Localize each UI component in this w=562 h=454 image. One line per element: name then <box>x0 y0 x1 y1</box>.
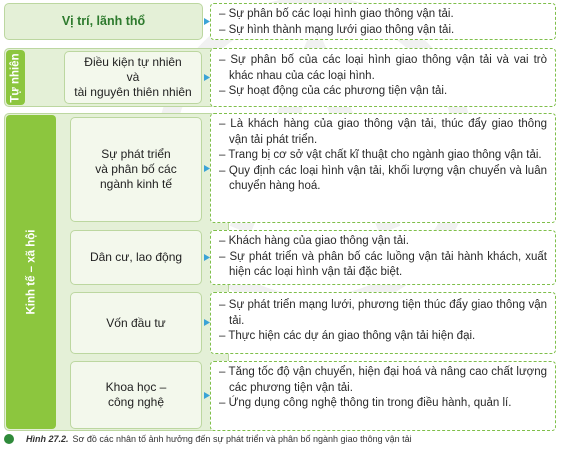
detail-line: – Sự phát triển và phân bố các luồng vận tải hành khách, xuất hiện các loại hình vận tải đặc biệt. <box>219 250 547 278</box>
socio-group-label: Kinh tế – xã hội <box>6 115 56 429</box>
detail-line: – Thực hiện các dự án giao thông vận tải hiện đại. <box>219 330 476 342</box>
natural-group-label: Tự nhiên <box>6 50 25 105</box>
arrow-right-icon <box>204 165 210 171</box>
caption-bullet-icon <box>4 434 14 444</box>
detail-line: – Sự phát triển mạng lưới, phương tiện thúc đẩy giao thông vận tải. <box>219 299 547 327</box>
investment-title: Vốn đầu tư <box>70 292 202 354</box>
population-details <box>210 230 556 285</box>
location-details <box>210 3 556 40</box>
detail-line: – Sự hoạt động của các phương tiện vận tải. <box>219 85 448 97</box>
detail-line: – Tăng tốc độ vận chuyển, hiện đại hoá và nâng cao chất lượng các phương tiện vận tải. <box>219 366 547 394</box>
figure-caption <box>4 434 560 444</box>
detail-line: – Quy định các loại hình vận tải, khối lượng vận chuyển và luân chuyển hàng hoá. <box>219 164 547 192</box>
detail-line: – Sự phân bố các loại hình giao thông vận tải. <box>219 8 454 20</box>
arrow-right-icon <box>204 18 210 24</box>
population-title: Dân cư, lao động <box>70 230 202 285</box>
technology-details <box>210 361 556 431</box>
detail-line: – Sự hình thành mạng lưới giao thông vận tải. <box>219 23 455 36</box>
detail-line: – Là khách hàng của giao thông vận tải, thúc đẩy giao thông vận tải phát triển. <box>219 118 547 146</box>
detail-line: – Trang bị cơ sở vật chất kĩ thuật cho ngành giao thông vận tải. <box>219 149 542 161</box>
economy-title: Sự phát triển và phân bố các ngành kinh tế <box>70 117 202 222</box>
technology-title: Khoa học – công nghệ <box>70 361 202 429</box>
natural-title: Điều kiện tự nhiên và tài nguyên thiên nhiên <box>64 51 202 104</box>
detail-line: – Khách hàng của giao thông vận tải. <box>219 235 409 247</box>
arrow-right-icon <box>204 392 210 398</box>
location-title: Vị trí, lãnh thổ <box>61 14 146 28</box>
natural-details <box>210 48 556 107</box>
economy-details <box>210 113 556 223</box>
caption-text: Sơ đồ các nhân tố ảnh hưởng đến sự phát triển và phân bố ngành giao thông vận tải <box>72 434 412 444</box>
caption-label: Hình 27.2. <box>26 434 69 444</box>
investment-details <box>210 292 556 354</box>
arrow-right-icon <box>204 319 210 325</box>
detail-line: – Ứng dụng công nghệ thông tin trong điều hành, quản lí. <box>219 397 512 409</box>
arrow-right-icon <box>204 254 210 260</box>
arrow-right-icon <box>204 74 210 80</box>
detail-line: – Sự phân bố của các loại hình giao thông vận tải và vai trò khác nhau của các loại hình. <box>219 54 547 82</box>
